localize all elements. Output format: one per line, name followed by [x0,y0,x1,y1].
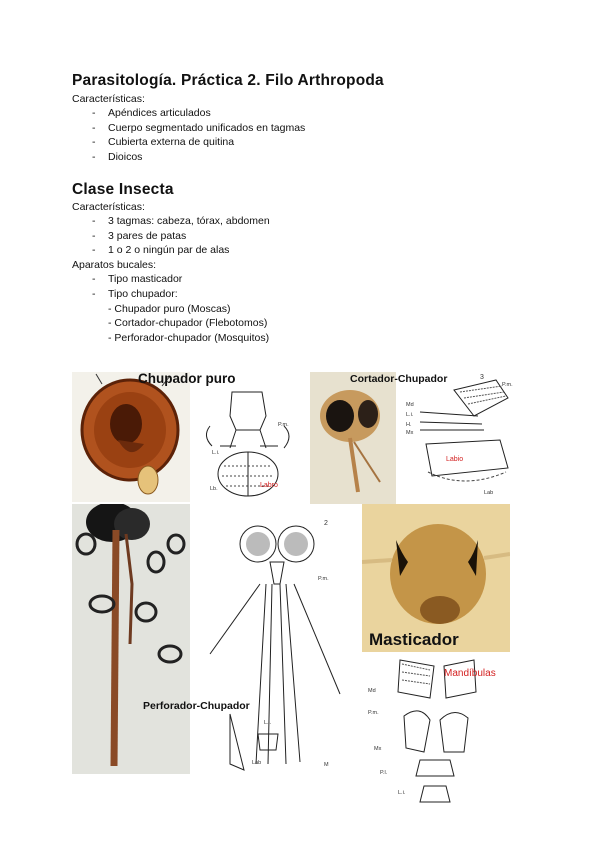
mark-pm: P.m. [278,422,289,428]
mark-li: L.i. [212,450,220,456]
mark-pm: P.m. [368,710,379,716]
insecta-characteristics-label: Características: [72,201,145,213]
bullet-dash: - [92,107,96,119]
mosquito-proboscis-image [72,504,190,774]
mark-lab: Lab [252,760,262,766]
diagram-cortador-chupador [404,372,522,500]
label-labro: Labro [260,482,278,489]
photo-perforador-chupador [72,504,190,774]
diagram-chupador-puro [200,386,296,502]
mark-md: Md [406,402,414,408]
label-chupador-puro: Chupador puro [138,371,236,386]
sub-list-item: - Chupador puro (Moscas) [108,303,231,315]
mark-lab: Lab [484,490,494,496]
list-item: 3 pares de patas [108,230,187,242]
bullet-dash: - [92,122,96,134]
fly-head-image [72,372,190,502]
section-heading-insecta: Clase Insecta [72,181,174,198]
mark-pm: P.m. [502,382,513,388]
fly-mouthparts-diagram [200,386,296,502]
bullet-dash: - [92,136,96,148]
mark-lb: Lb. [210,486,218,492]
mark-fig-2: 2 [324,520,328,527]
mouthparts-label: Aparatos bucales: [72,259,157,271]
mark-pl: P.l. [380,770,388,776]
mark-mx: Mx [406,430,414,436]
label-mandibulas: Mandíbulas [444,668,496,679]
mark-md: Md [368,688,376,694]
sub-list-item: - Cortador-chupador (Flebotomos) [108,317,268,329]
list-item: Dioicos [108,151,143,163]
mark-pm: P.m. [318,576,329,582]
mark-li: L.i. [398,790,406,796]
page-title: Parasitología. Práctica 2. Filo Arthropoda [72,72,384,89]
mark-hx: H. [406,422,412,428]
diagram-perforador-chupador [200,514,350,776]
bullet-dash: - [92,244,96,256]
list-item: Tipo chupador: [108,288,178,300]
bullet-dash: - [92,288,96,300]
label-cortador-chupador: Cortador-Chupador [350,373,448,385]
mark-fig-3: 3 [480,374,484,381]
bullet-dash: - [92,215,96,227]
sub-list-item: - Perforador-chupador (Mosquitos) [108,332,270,344]
mosquito-mouthparts-diagram [200,514,350,776]
photo-chupador-puro [72,372,190,502]
mark-m: M [324,762,329,768]
list-item: 3 tagmas: cabeza, tórax, abdomen [108,215,270,227]
list-item: Apéndices articulados [108,107,211,119]
bullet-dash: - [92,151,96,163]
mark-li: L.i. [264,720,272,726]
list-item: Tipo masticador [108,273,183,285]
list-item: 1 o 2 o ningún par de alas [108,244,230,256]
label-perforador-chupador: Perforador-Chupador [143,700,250,712]
mark-li: L.i. [406,412,414,418]
characteristics-label: Características: [72,93,145,105]
sandfly-head-image [310,372,396,504]
mark-mx: Mx [374,746,382,752]
bullet-dash: - [92,230,96,242]
photo-cortador-chupador [310,372,396,504]
list-item: Cubierta externa de quitina [108,136,235,148]
label-labio: Labio [446,456,464,463]
label-masticador: Masticador [369,630,459,649]
list-item: Cuerpo segmentado unificados en tagmas [108,122,306,134]
bullet-dash: - [92,273,96,285]
sandfly-mouthparts-diagram [404,372,522,500]
